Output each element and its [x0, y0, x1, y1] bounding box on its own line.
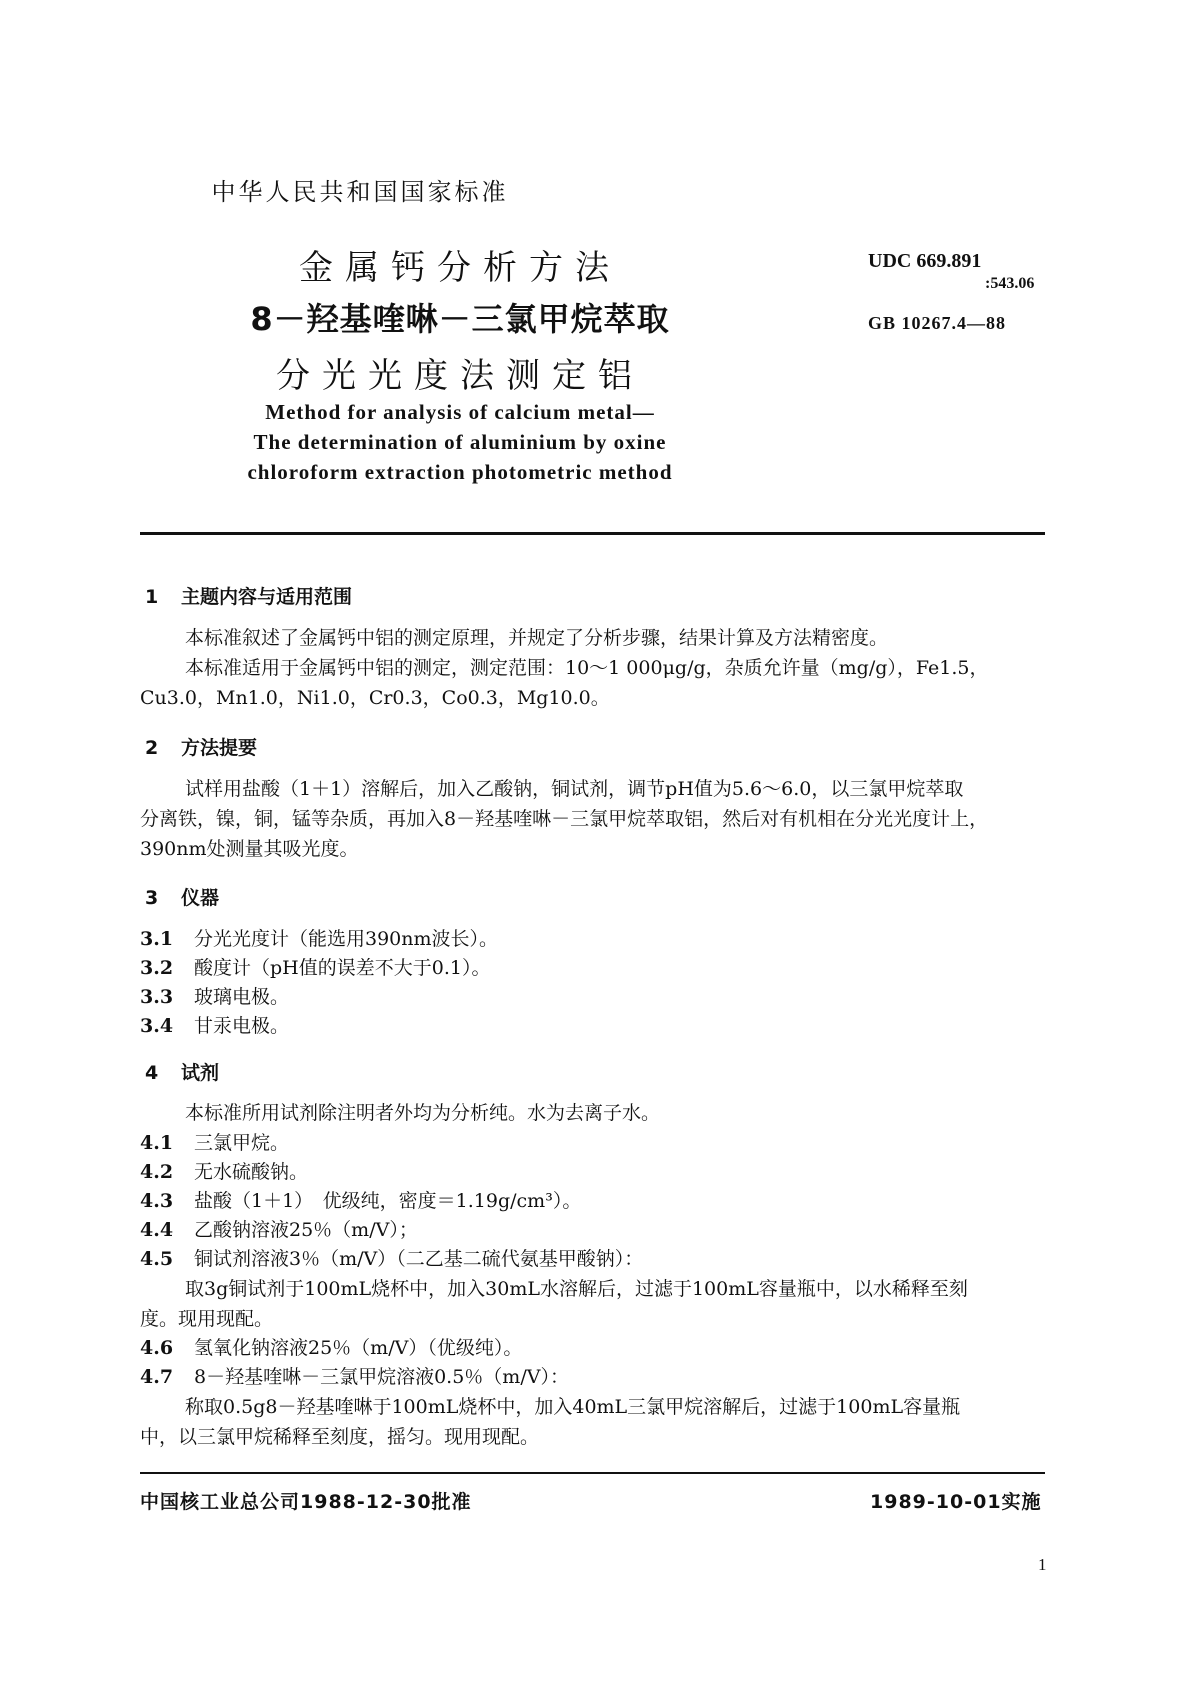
section-number: 4 [145, 1062, 159, 1084]
s1-paragraph-3: Cu3.0，Mn1.0，Ni1.0，Cr0.3，Co0.3，Mg10.0。 [140, 687, 610, 709]
en-title-line-3: chloroform extraction photometric method [247, 460, 673, 484]
s4-7-paragraph-2: 中，以三氯甲烷稀释至刻度，摇匀。现用现配。 [140, 1426, 540, 1448]
section-title: 试剂 [181, 1062, 220, 1084]
item-number: 3.2 [140, 957, 174, 979]
s2-paragraph-1: 试样用盐酸（1＋1）溶解后，加入乙酸钠，铜试剂，调节pH值为5.6～6.0，以三氯甲烷萃取 [185, 778, 964, 800]
s1-paragraph-2: 本标准适用于金属钙中铝的测定，测定范围：10～1 000μg/g，杂质允许量（mg/g），Fe1.5， [185, 657, 989, 679]
header-divider [140, 532, 1045, 535]
effective-date-line: 1989-10-01实施 [870, 1491, 1042, 1513]
item-text: 氢氧化钠溶液25％（m/V）（优级纯）。 [194, 1337, 523, 1359]
item-text: 甘汞电极。 [194, 1015, 290, 1037]
section-3-heading [145, 883, 219, 910]
cn-title-line-1: 金属钙分析方法 [299, 248, 621, 288]
s4-7-paragraph-1: 称取0.5g8－羟基喹啉于100mL烧杯中，加入40mL三氯甲烷溶解后，过滤于100mL容量瓶 [185, 1396, 961, 1418]
item-number: 3.3 [140, 986, 174, 1008]
section-2-heading [145, 733, 257, 760]
item-text: 分光光度计（能选用390nm波长）。 [194, 928, 499, 950]
item-3-3 [140, 982, 289, 1009]
item-4-2 [140, 1157, 308, 1184]
page-number: 1 [1038, 1555, 1047, 1574]
item-4-7 [140, 1362, 569, 1389]
s4-5-paragraph-2: 度。现用现配。 [140, 1308, 274, 1330]
section-1-heading [145, 582, 352, 609]
item-4-6 [140, 1333, 522, 1360]
section-number: 3 [145, 887, 159, 909]
item-text: 酸度计（pH值的误差不大于0.1）。 [194, 957, 491, 979]
item-text: 盐酸（1＋1） 优级纯，密度＝1.19g/cm³）。 [194, 1190, 582, 1212]
item-number: 4.1 [140, 1132, 174, 1154]
section-title: 仪器 [181, 887, 220, 909]
item-number: 4.4 [140, 1219, 174, 1241]
s2-paragraph-3: 390nm处测量其吸光度。 [140, 838, 359, 860]
en-title-line-2: The determination of aluminium by oxine [253, 430, 667, 454]
item-text: 三氯甲烷。 [194, 1132, 290, 1154]
en-title-line-1: Method for analysis of calcium metal— [265, 400, 655, 424]
item-3-4 [140, 1011, 289, 1038]
item-text: 玻璃电极。 [194, 986, 290, 1008]
s4-5-paragraph-1: 取3g铜试剂于100mL烧杯中，加入30mL水溶解后，过滤于100mL容量瓶中，以水稀释至刻 [185, 1278, 968, 1300]
section-number: 2 [145, 737, 159, 759]
gb-code: GB 10267.4—88 [868, 313, 1007, 333]
approval-line: 中国核工业总公司1988-12-30批准 [140, 1491, 472, 1513]
item-number: 3.4 [140, 1015, 174, 1037]
item-number: 4.7 [140, 1366, 174, 1388]
footer-divider [140, 1472, 1045, 1474]
cn-title-line-3: 分光光度法测定铝 [276, 356, 644, 396]
item-3-2 [140, 953, 490, 980]
section-number: 1 [145, 586, 159, 608]
item-text: 乙酸钠溶液25％（m/V）； [194, 1219, 418, 1241]
national-standard-label: 中华人民共和国国家标准 [211, 178, 509, 206]
s1-paragraph-1: 本标准叙述了金属钙中铝的测定原理，并规定了分析步骤，结果计算及方法精密度。 [185, 627, 889, 649]
item-number: 4.3 [140, 1190, 174, 1212]
item-4-3 [140, 1186, 581, 1213]
item-3-1 [140, 924, 498, 951]
s2-paragraph-2: 分离铁，镍，铜，锰等杂质，再加入8－羟基喹啉－三氯甲烷萃取铝，然后对有机相在分光光度计上， [140, 808, 989, 830]
section-title: 方法提要 [181, 737, 258, 759]
udc-code: UDC 669.891 [868, 250, 982, 272]
item-number: 4.2 [140, 1161, 174, 1183]
udc-code-sub: :543.06 [985, 275, 1035, 292]
section-title: 主题内容与适用范围 [181, 586, 353, 608]
item-text: 无水硫酸钠。 [194, 1161, 309, 1183]
item-text: 铜试剂溶液3％（m/V）（二乙基二硫代氨基甲酸钠）： [194, 1248, 644, 1270]
item-number: 4.6 [140, 1337, 174, 1359]
section-4-heading [145, 1058, 219, 1085]
item-number: 3.1 [140, 928, 174, 950]
s4-intro: 本标准所用试剂除注明者外均为分析纯。水为去离子水。 [185, 1102, 661, 1124]
item-text: 8－羟基喹啉－三氯甲烷溶液0.5％（m/V）： [194, 1366, 569, 1388]
item-4-1 [140, 1128, 289, 1155]
cn-title-line-2: 8－羟基喹啉－三氯甲烷萃取 [250, 300, 670, 338]
item-4-5 [140, 1244, 643, 1271]
item-number: 4.5 [140, 1248, 174, 1270]
item-4-4 [140, 1215, 418, 1242]
